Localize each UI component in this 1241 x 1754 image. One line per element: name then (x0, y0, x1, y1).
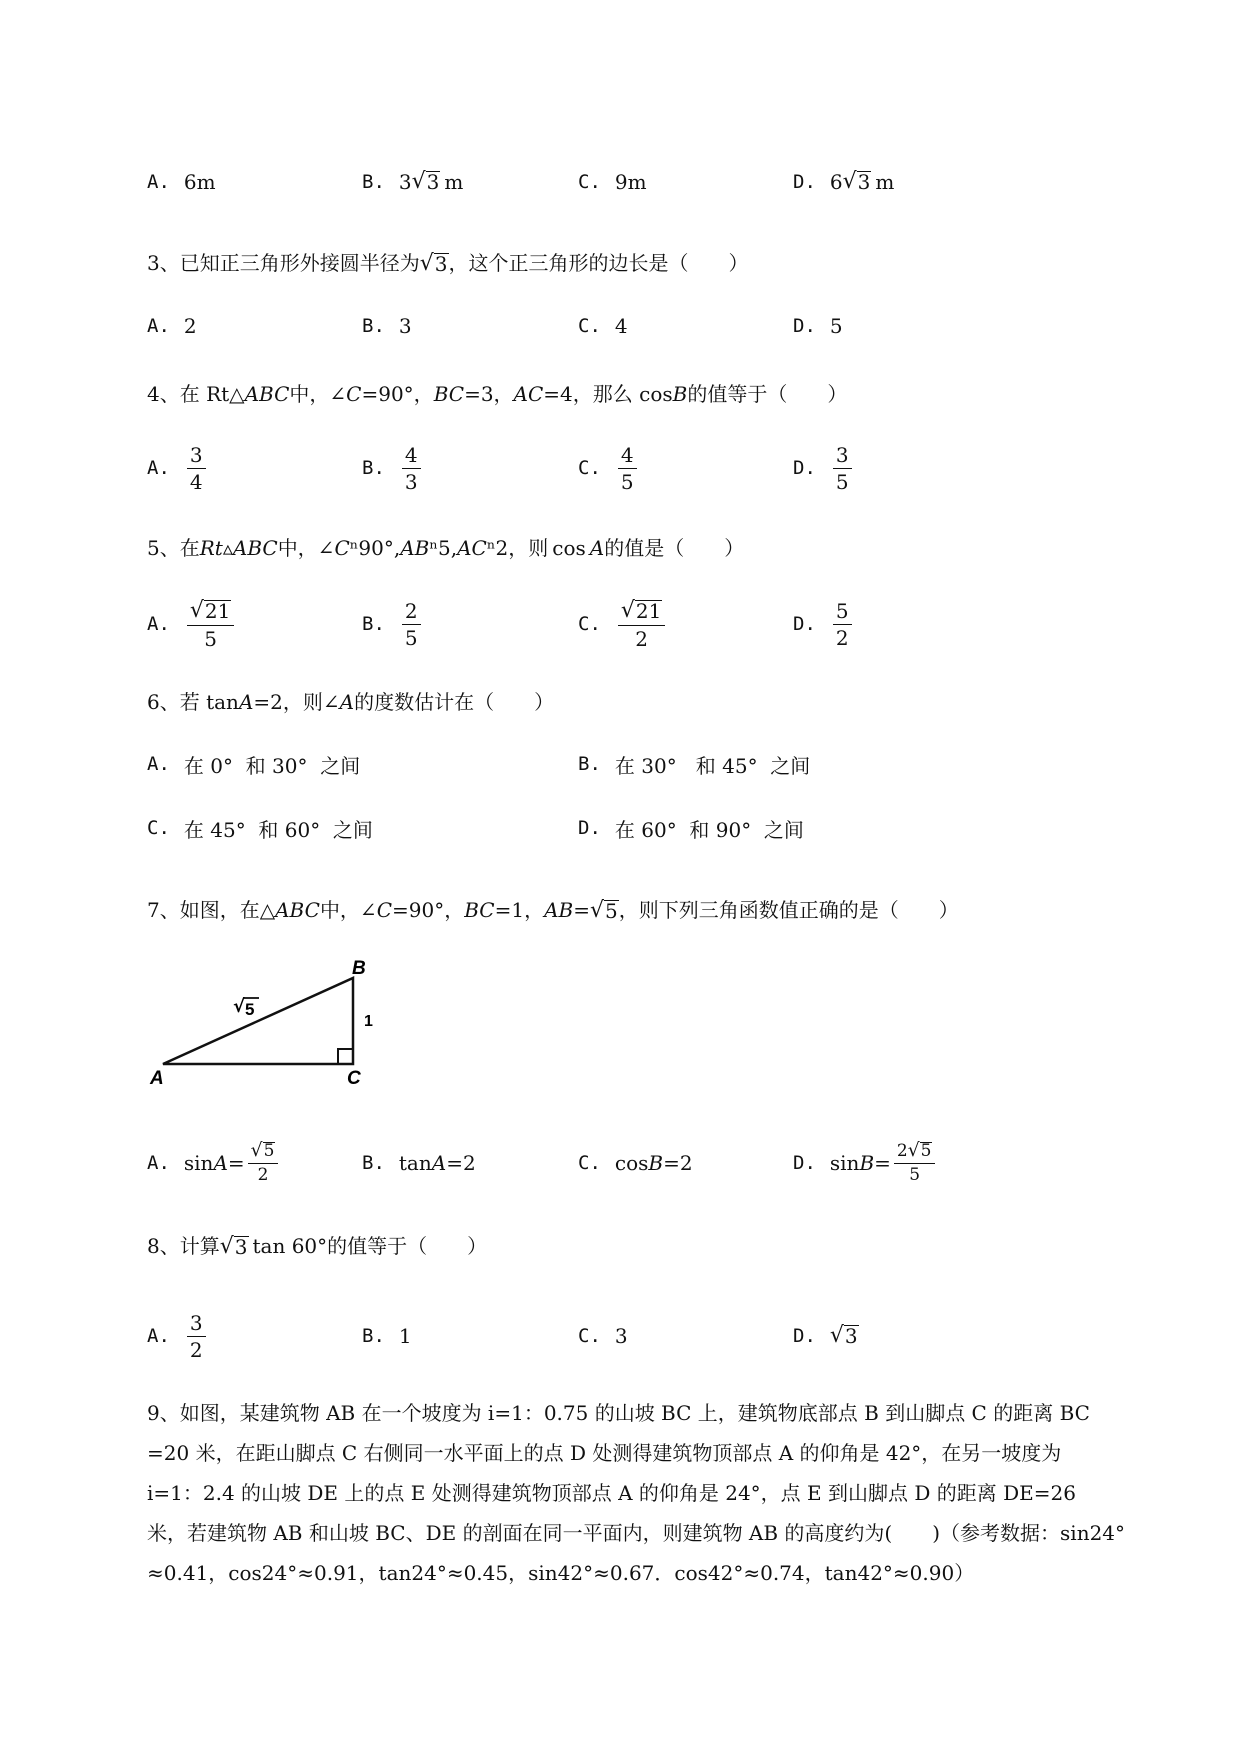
func-var: A (431, 1151, 447, 1175)
radicand: 3 (434, 252, 448, 276)
option-text: 4 (614, 314, 628, 338)
option-label: C. (578, 613, 601, 635)
q2-option-c[interactable] (578, 152, 647, 212)
option-text: 3 (398, 314, 412, 338)
right-triangle-figure (140, 960, 400, 1100)
denominator: 5 (909, 1165, 921, 1186)
q8-option-d[interactable] (793, 1301, 859, 1371)
stem-text: 的度数估计在（ ） (354, 690, 555, 714)
radicand: 21 (635, 598, 662, 623)
fraction (833, 598, 852, 650)
denominator: 2 (257, 1165, 269, 1186)
sqrt-expression: √ 3 (219, 1234, 248, 1259)
option-label: C. (147, 817, 170, 839)
side-label-bc: 1 (364, 1013, 373, 1030)
func-name: sin (829, 1151, 860, 1175)
stem-text: = (573, 898, 590, 922)
option-label: C. (578, 315, 601, 337)
hypotenuse-radicand: 5 (245, 1000, 255, 1019)
numerator (618, 597, 665, 626)
stem-var: BC (433, 382, 465, 406)
option-text: 在 30° 和 45° 之间 (614, 753, 811, 778)
sqrt-expression: √ 5 (250, 1139, 275, 1161)
denominator: 2 (189, 1337, 203, 1362)
sqrt-expression: √ 5 (590, 898, 618, 923)
option-label: A. (147, 613, 170, 635)
option-unit: m (444, 170, 464, 194)
option-text: 1 (398, 1324, 412, 1348)
numerator: 4 (618, 445, 637, 469)
q7-option-b[interactable] (362, 1128, 476, 1198)
option-text: 在 45° 和 60° 之间 (183, 817, 373, 842)
stem-var: ABC (244, 382, 290, 406)
sqrt-expression: √ 3 (411, 169, 440, 194)
option-label: B. (362, 315, 385, 337)
func-name: cos (614, 1151, 649, 1175)
stem-text: 8、计算 (147, 1234, 220, 1258)
q8-option-c[interactable] (578, 1301, 628, 1371)
q3-option-c[interactable] (578, 296, 628, 356)
numerator: 4 (402, 445, 421, 469)
stem-var: C (346, 382, 362, 406)
stem-text: =90°， (392, 898, 465, 922)
q9-line-3: i=1：2.4 的山坡 DE 上的点 E 处测得建筑物顶部点 A 的仰角是 24°，点 E 到山脚点 D 的距离 DE=26 (147, 1481, 1076, 1505)
vertex-label-c: C (347, 1068, 361, 1089)
option-label: B. (362, 1325, 385, 1347)
option-text: 9m (614, 170, 647, 194)
stem-text: =90°， (361, 382, 434, 406)
sqrt-expression: √ 3 (419, 251, 448, 276)
option-text: 3 (614, 1324, 628, 1348)
stem-var: Rt▵ABC (199, 536, 278, 560)
fraction (833, 442, 852, 494)
q4-options (0, 438, 1241, 498)
stem-var: A (589, 536, 605, 560)
fraction (402, 442, 421, 494)
q4-option-b[interactable] (362, 438, 424, 498)
stem-var: AC (513, 382, 544, 406)
option-label: C. (578, 1152, 601, 1174)
stem-text: =2，则∠ (253, 690, 340, 714)
right-angle-mark (338, 1049, 353, 1064)
q5-stem (147, 532, 744, 561)
numerator: 3 (187, 1313, 206, 1337)
option-label: D. (578, 817, 601, 839)
denominator: 2 (635, 626, 648, 651)
option-label: A. (147, 753, 170, 775)
vertex-label-a: A (150, 1068, 164, 1089)
stem-text: ⁿ2，则 (486, 536, 549, 560)
q7-option-c[interactable] (578, 1128, 693, 1198)
stem-text: ，则下列三角函数值正确的是（ ） (618, 898, 959, 922)
numerator: 5 (833, 601, 852, 625)
option-label: B. (362, 171, 385, 193)
stem-text: =3， (464, 382, 514, 406)
denominator: 5 (620, 469, 634, 494)
stem-text: 中，∠ (289, 382, 347, 406)
numerator (248, 1139, 279, 1165)
option-coef: 3 (398, 170, 412, 194)
option-label: A. (147, 1152, 170, 1174)
option-text: 在 60° 和 90° 之间 (614, 817, 804, 842)
func-name: tan (398, 1151, 432, 1175)
stem-var: C (376, 898, 393, 922)
option-label: C. (578, 171, 601, 193)
stem-text: ⁿ90°, (349, 536, 401, 560)
q2-options (0, 152, 1241, 212)
radicand: 3 (234, 1235, 248, 1259)
fraction (187, 1310, 206, 1362)
stem-var: B (672, 382, 688, 406)
option-label: D. (793, 457, 816, 479)
q3-options (0, 296, 1241, 356)
q7-options (0, 1128, 1241, 1198)
numerator: 3 (833, 445, 852, 469)
denominator: 3 (404, 469, 418, 494)
stem-text: cos (552, 536, 586, 560)
q6-option-b[interactable] (578, 734, 810, 794)
option-unit: m (875, 170, 895, 194)
q4-stem (147, 378, 847, 407)
q8-options (0, 1301, 1241, 1371)
func-name: sin (183, 1151, 214, 1175)
stem-text: =1， (494, 898, 545, 922)
option-text: 6m (183, 170, 216, 194)
option-label: C. (578, 1325, 601, 1347)
option-text: 5 (829, 314, 843, 338)
numerator: 2 (402, 601, 421, 625)
stem-text: 的值等于（ ） (327, 1234, 488, 1258)
q9-stem (147, 1393, 1167, 1593)
stem-var: ABC (275, 898, 320, 922)
stem-text: tan 60° (252, 1234, 328, 1258)
sqrt-expression: √ 3 (829, 1323, 858, 1348)
denominator: 4 (189, 469, 203, 494)
stem-text: ，这个正三角形的边长是（ ） (448, 251, 749, 275)
q9-line-4: 米，若建筑物 AB 和山坡 BC、DE 的剖面在同一平面内，则建筑物 AB 的高度约为( )（参考数据：sin24° (147, 1521, 1126, 1545)
fraction (618, 597, 665, 651)
q3-option-b[interactable] (362, 296, 412, 356)
stem-var: C (334, 536, 350, 560)
option-label: B. (578, 753, 601, 775)
hypotenuse-label (233, 996, 259, 1019)
stem-var: AB (544, 898, 574, 922)
equals: = (227, 1151, 245, 1175)
fraction (894, 1139, 936, 1186)
coefficient: 2 (896, 1140, 908, 1161)
q3-option-d[interactable] (793, 296, 843, 356)
denominator: 5 (204, 626, 217, 651)
q4-option-d[interactable] (793, 438, 855, 498)
option-coef: 6 (829, 170, 843, 194)
option-value: =2 (446, 1151, 476, 1175)
fraction (618, 442, 637, 494)
q5-option-d[interactable] (793, 594, 855, 654)
q9-line-1: 9、如图，某建筑物 AB 在一个坡度为 i=1：0.75 的山坡 BC 上，建筑物底部点 B 到山脚点 C 的距离 BC (147, 1401, 1090, 1425)
q5-options (0, 594, 1241, 654)
q3-stem (147, 247, 749, 276)
stem-var: A (339, 690, 355, 714)
fraction (402, 598, 421, 650)
radicand: 5 (605, 899, 618, 923)
radicand: 5 (263, 1140, 275, 1161)
option-label: A. (147, 315, 170, 337)
q4-option-a[interactable] (147, 438, 209, 498)
stem-text: 3、已知正三角形外接圆半径为 (147, 251, 420, 275)
denominator: 5 (835, 469, 849, 494)
q5-option-c[interactable] (578, 594, 668, 654)
func-var: B (648, 1151, 664, 1175)
q7-option-d[interactable] (793, 1128, 938, 1198)
q2-option-a[interactable] (147, 152, 216, 212)
sqrt-expression: √ 3 (842, 169, 871, 194)
sqrt-expression: √ 5 (907, 1139, 932, 1161)
option-text: 在 0° 和 30° 之间 (183, 753, 361, 778)
stem-text: 7、如图，在△ (147, 898, 276, 922)
option-label: D. (793, 613, 816, 635)
numerator: 3 (187, 445, 206, 469)
func-var: A (213, 1151, 228, 1175)
q7-option-a[interactable] (147, 1128, 281, 1198)
q5-option-a[interactable] (147, 594, 237, 654)
radicand: 3 (426, 170, 440, 194)
denominator: 5 (404, 625, 418, 650)
fraction (248, 1139, 279, 1186)
q2-option-d[interactable] (793, 152, 894, 212)
option-label: D. (793, 315, 816, 337)
fraction (187, 442, 206, 494)
q6-option-c[interactable] (147, 798, 373, 858)
stem-text: 中，∠ (277, 536, 335, 560)
radicand: 3 (857, 170, 871, 194)
q6-options-row2 (0, 798, 1241, 858)
sqrt-expression: √ 21 (189, 597, 231, 623)
stem-var: AB (400, 536, 430, 560)
q7-stem (147, 894, 959, 923)
q6-option-a[interactable] (147, 734, 360, 794)
q2-option-b[interactable] (362, 152, 463, 212)
stem-var: BC (464, 898, 495, 922)
fraction (187, 597, 234, 651)
stem-text: ⁿ5, (429, 536, 458, 560)
q6-stem (147, 686, 554, 715)
stem-text: 4、在 Rt△ (147, 382, 245, 406)
radicand: 3 (844, 1324, 858, 1348)
option-label: B. (362, 457, 385, 479)
option-label: A. (147, 1325, 170, 1347)
stem-text: 6、若 tan (147, 690, 239, 714)
option-value: =2 (663, 1151, 693, 1175)
numerator (187, 597, 234, 626)
equals: = (874, 1151, 891, 1175)
triangle-outline (163, 978, 353, 1064)
numerator (894, 1139, 936, 1165)
stem-var: A (238, 690, 254, 714)
option-label: A. (147, 171, 170, 193)
radicand: 21 (204, 598, 231, 623)
stem-text: 5、在 (147, 536, 200, 560)
stem-text: 的值是（ ） (604, 536, 745, 560)
option-label: D. (793, 171, 816, 193)
stem-text: 中，∠ (319, 898, 377, 922)
option-label: C. (578, 457, 601, 479)
func-var: B (859, 1151, 875, 1175)
q9-line-2: =20 米，在距山脚点 C 右侧同一水平面上的点 D 处测得建筑物顶部点 A 的仰角是 42°，在另一坡度为 (147, 1441, 1062, 1465)
q6-option-d[interactable] (578, 798, 804, 858)
stem-var: AC (457, 536, 487, 560)
option-label: B. (362, 613, 385, 635)
q5-option-b[interactable] (362, 594, 424, 654)
sqrt-expression: √ 21 (620, 597, 662, 623)
q4-option-c[interactable] (578, 438, 640, 498)
option-label: B. (362, 1152, 385, 1174)
option-label: D. (793, 1325, 816, 1347)
q9-line-5: ≈0.41，cos24°≈0.91，tan24°≈0.45，sin42°≈0.67．cos42°≈0.74，tan42°≈0.90） (147, 1561, 975, 1585)
option-label: D. (793, 1152, 816, 1174)
q3-option-a[interactable] (147, 296, 197, 356)
option-text: 2 (183, 314, 197, 338)
vertex-label-b: B (352, 960, 366, 979)
q8-option-a[interactable] (147, 1301, 209, 1371)
stem-text: 的值等于（ ） (687, 382, 848, 406)
option-label: A. (147, 457, 170, 479)
denominator: 2 (835, 625, 849, 650)
q6-options-row1 (0, 734, 1241, 794)
sqrt-sign: √ (233, 996, 246, 1017)
stem-text: =4，那么 cos (543, 382, 673, 406)
q8-option-b[interactable] (362, 1301, 412, 1371)
q8-stem (147, 1230, 487, 1259)
radicand: 5 (920, 1140, 932, 1161)
